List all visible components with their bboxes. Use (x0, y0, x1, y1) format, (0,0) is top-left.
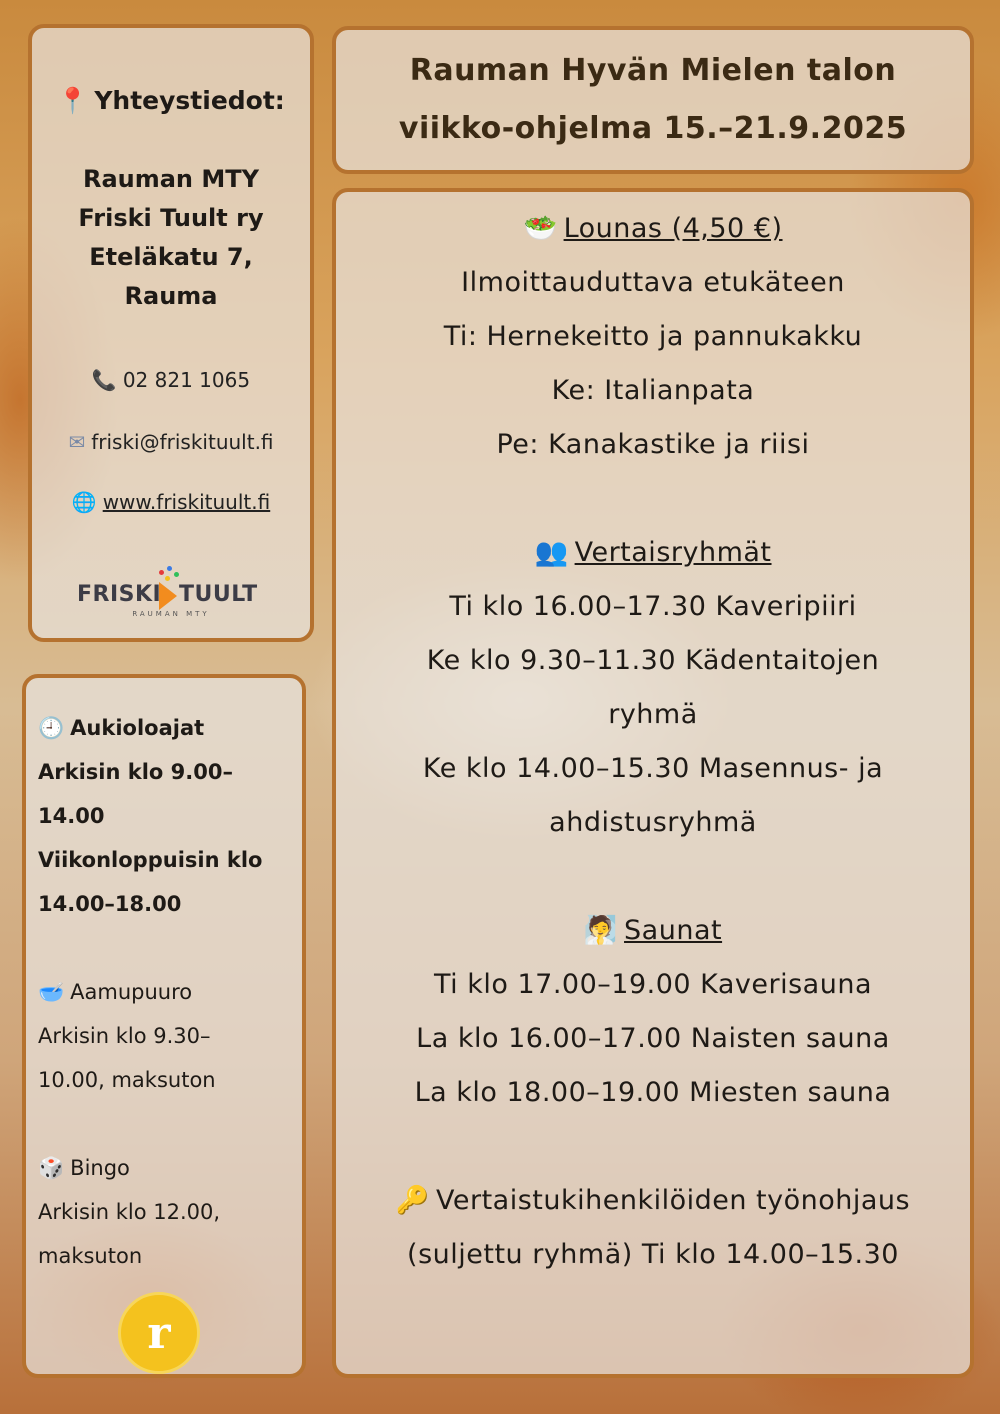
sauna-person-icon: 🧖 (583, 915, 619, 946)
peer-heading (336, 526, 970, 580)
peer-item: ryhmä (608, 699, 698, 730)
badge-letter: r (147, 1307, 171, 1359)
clock-icon: 🕘 (38, 716, 65, 740)
logo-flag-icon (159, 582, 177, 610)
porridge-heading (38, 970, 302, 1014)
title-line-1: Rauman Hyvän Mielen talon (409, 53, 897, 88)
envelope-icon: ✉ (68, 430, 86, 454)
title-panel (332, 26, 974, 174)
lunch-heading (336, 202, 970, 256)
bingo-heading (38, 1146, 302, 1190)
organization-address (32, 160, 310, 316)
friski-tuult-logo (71, 566, 271, 618)
logo-word-friski: FRISKI (77, 582, 162, 607)
email-link[interactable]: friski@friskituult.fi (91, 430, 274, 454)
lunch-item: Ilmoittauduttava etukäteen (461, 267, 845, 298)
weekday-hours-2: 14.00 (38, 804, 105, 828)
sauna-item: Ti klo 17.00–19.00 Kaverisauna (433, 969, 872, 1000)
sauna-item: La klo 18.00–19.00 Miesten sauna (414, 1077, 892, 1108)
org-line-1: Rauman MTY (82, 165, 260, 193)
website-link[interactable]: www.friskituult.fi (102, 490, 271, 514)
org-line-2: Friski Tuult ry (78, 204, 264, 232)
hours-panel (22, 674, 306, 1378)
key-icon: 🔑 (395, 1185, 430, 1216)
sauna-heading (336, 904, 970, 958)
porridge-line-2: 10.00, maksuton (38, 1068, 216, 1092)
contact-heading (32, 86, 310, 116)
sauna-item: La klo 16.00–17.00 Naisten sauna (416, 1023, 890, 1054)
supervision-line-2: (suljettu ryhmä) Ti klo 14.00–15.30 (407, 1239, 899, 1270)
contact-heading-text: Yhteystiedot: (94, 86, 285, 115)
weekend-hours-2: 14.00–18.00 (38, 892, 182, 916)
phone-row[interactable] (32, 368, 310, 392)
lunch-item: Pe: Kanakastike ja riisi (496, 429, 810, 460)
weekend-hours-1: Viikonloppuisin klo (38, 848, 263, 872)
page-title (399, 42, 907, 158)
lunch-item: Ti: Hernekeitto ja pannukakku (443, 321, 863, 352)
bingo-title: Bingo (70, 1156, 130, 1180)
bowl-icon: 🥣 (38, 980, 65, 1004)
lunch-item: Ke: Italianpata (551, 375, 755, 406)
org-line-3: Eteläkatu 7, (89, 243, 253, 271)
porridge-line-1: Arkisin klo 9.30– (38, 1024, 211, 1048)
phone-icon: 📞 (91, 368, 117, 392)
peer-item: Ke klo 9.30–11.30 Kädentaitojen (426, 645, 880, 676)
supervision-line-1 (336, 1174, 970, 1228)
porridge-title: Aamupuuro (70, 980, 193, 1004)
contact-panel (28, 24, 314, 642)
pin-icon: 📍 (57, 86, 89, 115)
peer-title: Vertaisryhmät (574, 537, 772, 568)
org-line-4: Rauma (124, 282, 218, 310)
supervision-text-1: Vertaistukihenkilöiden työnohjaus (436, 1185, 911, 1216)
dice-icon: 🎲 (38, 1156, 65, 1180)
globe-icon: 🌐 (71, 490, 97, 514)
salad-bowl-icon: 🥗 (523, 213, 558, 244)
peer-item: Ti klo 16.00–17.30 Kaveripiiri (449, 591, 857, 622)
email-row[interactable] (32, 430, 310, 454)
bingo-line-1: Arkisin klo 12.00, (38, 1200, 221, 1224)
people-icon: 👥 (534, 537, 569, 568)
phone-number[interactable]: 02 821 1065 (122, 368, 251, 392)
title-line-2: viikko-ohjelma 15.–21.9.2025 (398, 111, 908, 146)
rauma-badge-logo (118, 1292, 200, 1374)
hours-heading-text: Aukioloajat (70, 716, 205, 740)
website-row[interactable] (32, 490, 310, 514)
logo-word-tuult: TUULT (179, 582, 258, 607)
peer-item: Ke klo 14.00–15.30 Masennus- ja (422, 753, 884, 784)
hours-heading (38, 706, 302, 750)
weekday-hours-1: Arkisin klo 9.00– (38, 760, 233, 784)
sauna-title: Saunat (624, 915, 723, 946)
lunch-title: Lounas (4,50 €) (563, 213, 783, 244)
peer-item: ahdistusryhmä (549, 807, 757, 838)
logo-subtitle: RAUMAN MTY (132, 610, 210, 618)
schedule-panel (332, 188, 974, 1378)
bingo-line-2: maksuton (38, 1244, 143, 1268)
